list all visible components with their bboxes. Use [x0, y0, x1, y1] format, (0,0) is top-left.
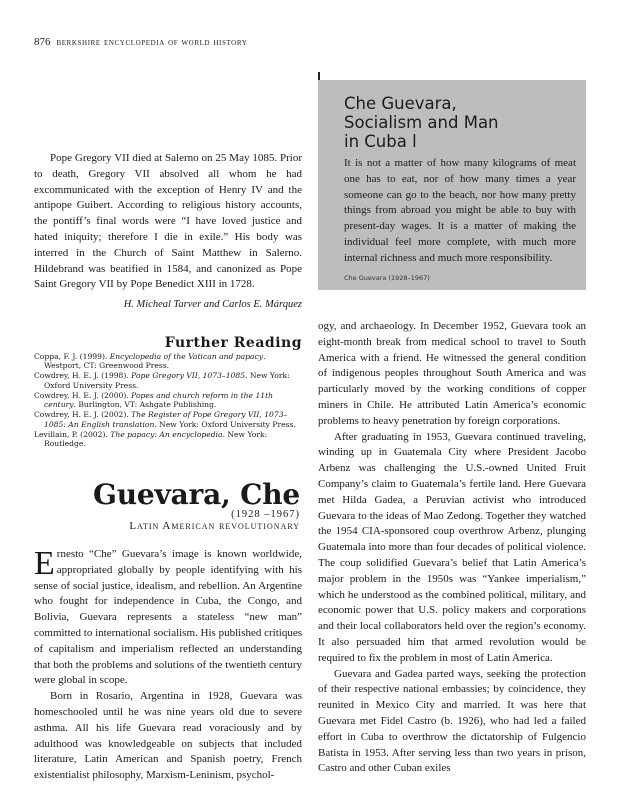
entry-title: Guevara, Che	[93, 478, 300, 511]
bib-entry: Cowdrey, H. E. J. (2000). Popes and church reform in the 11th century. Burlington, VT: Ashgate Publishing.	[34, 390, 274, 410]
author-signature: H. Micheal Tarver and Carlos E. Márquez	[123, 299, 302, 310]
page-number: 876	[34, 36, 51, 48]
sidebar-title	[344, 94, 574, 151]
entry-subtitle: Latin American revolutionary	[129, 520, 300, 532]
running-title: berkshire encyclopedia of world history	[56, 37, 248, 48]
drop-cap: E	[34, 545, 55, 582]
bib-entry: Coppa, F. J. (1999). Encyclopedia of the Vatican and papacy. Westport, CT: Greenwood Press.	[34, 352, 266, 371]
bib-entry: Levillain, P. (2002). The papacy: An encyclopedia. New York: Routledge.	[34, 429, 268, 449]
bib-entry: Cowdrey, H. E. J. (1998). Pope Gregory VII, 1073–1085. New York: Oxford University Press.	[34, 371, 290, 390]
col2-paragraph-1: ogy, and archaeology. In December 1952, Guevara took an eight-month break from medical school to travel to South America with a friend. He witnessed the general condition of indigenous peoples throughout South America and was particularly moved by the working conditions of copper miners in Chile. He attributed Latin America’s economic problems to heavy penetration by foreign corporations.	[318, 320, 586, 427]
further-reading-heading: Further Reading	[164, 335, 302, 351]
sidebar-title-line: Socialism and Man	[344, 113, 499, 132]
col2-paragraph-3: Guevara and Gadea parted ways, seeking the protection of their respective national embassies; by coincidence, they reunited in Mexico City and married. It was here that Guevara met Fidel Castro (b. 1926), who had led a failed effort in Cuba to overthrow the dictatorship of Fulgencio Batista in 1953. After serving less than two years in prison, Castro and other Cuban exiles	[318, 667, 586, 775]
entry-column-2	[318, 319, 586, 777]
entry-paragraph-1: Ernesto “Che” Guevara’s image is known worldwide, appropriated globally by people identifying with his sense of social justice, idealism, and rebellion. An Argentine who fought for independence in Cuba, the Congo, and Bolivia, Guevara represents a stateless “new man” committed to international socialism. His published critiques of capitalism and imperialism reflected an understanding that both the problems and solutions of the twentieth century were global in scope.	[34, 545, 302, 687]
bib-entry: Cowdrey, H. E. J. (2002). The Register of Pope Gregory VII, 1073–1085: An English translation. New York: Oxford University Press.	[34, 410, 296, 429]
entry-paragraph-2: Born in Rosario, Argentina in 1928, Guevara was homeschooled until he was nine years old due to severe asthma. All his life Guevara read voraciously and by adulthood was knowledgeable on subjects that included literature, Latin American and Spanish poetry, French existentialist philosophy, Marxism-Leninism, psychol-	[34, 690, 302, 782]
sidebar-title-line: in Cuba l	[344, 132, 417, 151]
running-header	[34, 36, 247, 48]
gregory-paragraph: Pope Gregory VII died at Salerno on 25 May 1085. Prior to death, Gregory VII absolved all whom he had excommunicated with the exception of Henry IV and the antipope Guibert. According to religious history accounts, the pontiff’s final words were “I have loved justice and hated iniquity; therefore I die in exile.” His body was interred in the Church of Saint Matthew in Salerno. Hildebrand was beatified in 1584, and canonized as Pope Saint Gregory VII by Pope Benedict XIII in 1728.	[34, 152, 302, 291]
sidebar-title-line: Che Guevara,	[344, 94, 457, 113]
entry-column-1	[34, 547, 302, 784]
sidebar-source: Che Guevara (1928–1967)	[344, 274, 430, 282]
bibliography	[34, 352, 304, 449]
sidebar-quote: It is not a matter of how many kilograms of meat one has to eat, nor of how many times a year someone can go to the beach, nor how many pretty things from abroad you might be able to buy with present-day wages. It is a matter of making the individual feel more complete, with much more internal richness and much more responsibility.	[344, 157, 576, 264]
entry-dates: (1928 –1967)	[231, 509, 300, 520]
col2-paragraph-2: After graduating in 1953, Guevara continued traveling, winding up in Guatemala City where President Jacobo Arbenz was challenging the U.S.-owned United Fruit Company’s claim to Guatemala’s fertile land. Here Guevara met Hilda Gadea, a Peruvian activist who introduced Guevara to the ideas of Mao Zedong. Together they watched the 1954 CIA-sponsored coup overthrow Arbenz, plunging Guatemala into more than four decades of political violence. The coup solidified Guevara’s belief that Latin America’s major problem in the 1950s was “Yankee imperialism,” which he understood as the combined political, military, and economic power that U.S. policy makers and corporations and their local collaborators held over the region’s economy. It also persuaded him that armed revolution would be required to fix the problem in most of Latin America.	[318, 430, 586, 664]
